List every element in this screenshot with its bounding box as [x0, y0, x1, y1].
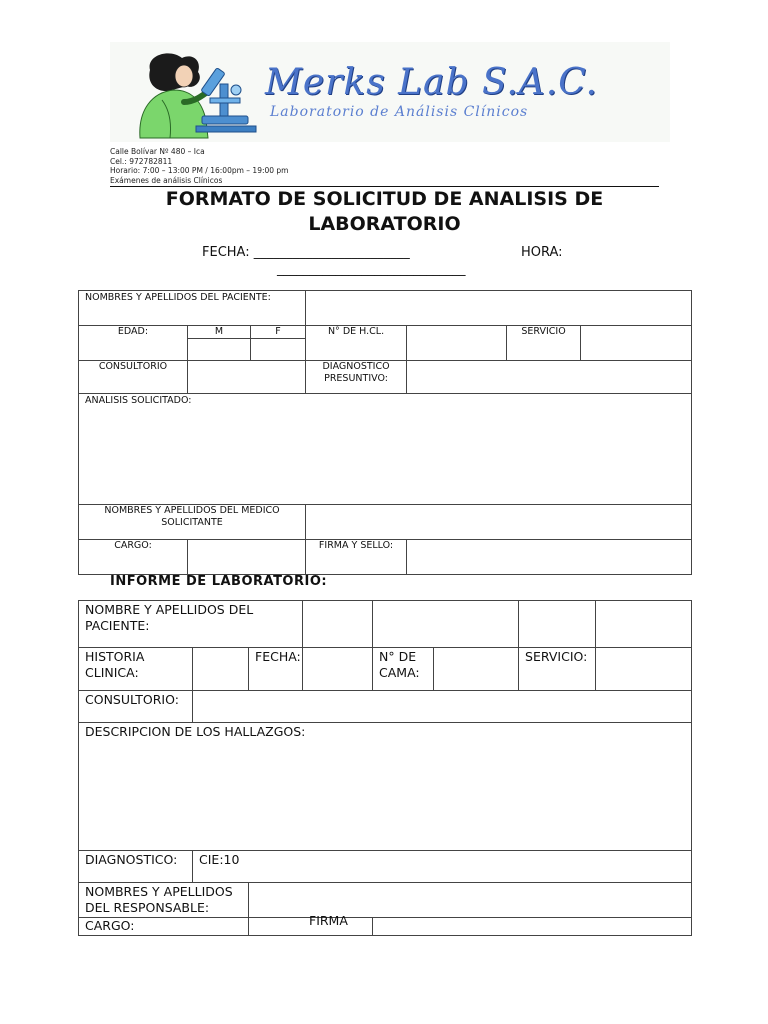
- consultorio-label: CONSULTORIO: [79, 361, 188, 394]
- hora-label: HORA:: [521, 245, 563, 260]
- servicio-input[interactable]: [581, 326, 692, 361]
- historia-label: HISTORIA CLINICA:: [79, 648, 193, 691]
- informe-diagnostico-label: DIAGNOSTICO:: [79, 851, 193, 883]
- fecha-field[interactable]: FECHA: ________________________: [202, 245, 410, 260]
- hours: Horario: 7:00 – 13:00 PM / 16:00pm – 19:00 pm: [110, 166, 289, 176]
- diagnostico-label: DIAGNOSTICO PRESUNTIVO:: [306, 361, 407, 394]
- diagnostico-input[interactable]: [407, 361, 692, 394]
- cargo-label: CARGO:: [79, 540, 188, 575]
- informe-servicio-label: SERVICIO:: [519, 648, 596, 691]
- informe-title: INFORME DE LABORATORIO:: [110, 574, 328, 589]
- brand-name: Merks Lab S.A.C.: [265, 62, 598, 103]
- informe-firma-input[interactable]: [373, 918, 692, 936]
- sex-m-label: M: [188, 326, 251, 339]
- hora-field[interactable]: _____________________________: [277, 262, 466, 277]
- brand-subtitle: Laboratorio de Análisis Clínicos: [270, 104, 529, 120]
- servicio-label: SERVICIO: [507, 326, 581, 361]
- patient-name-input[interactable]: [306, 291, 692, 326]
- medico-input[interactable]: [306, 505, 692, 540]
- informe-patient-input-4[interactable]: [596, 601, 692, 648]
- informe-patient-label: NOMBRE Y APELLIDOS DEL PACIENTE:: [79, 601, 303, 648]
- informe-firma-label: FIRMA: [309, 913, 348, 928]
- informe-consultorio-label: CONSULTORIO:: [79, 691, 193, 723]
- informe-patient-input-1[interactable]: [303, 601, 373, 648]
- hcl-input[interactable]: [407, 326, 507, 361]
- descripcion-field[interactable]: DESCRIPCION DE LOS HALLAZGOS:: [79, 723, 692, 851]
- page-title: [110, 187, 659, 237]
- medico-label: NOMBRES Y APELLIDOS DEL MEDICO SOLICITANTE: [79, 505, 306, 540]
- title-line-2: LABORATORIO: [308, 213, 461, 235]
- firma-input[interactable]: [407, 540, 692, 575]
- phone: Cel.: 972782811: [110, 156, 173, 166]
- responsable-label: NOMBRES Y APELLIDOS DEL RESPONSABLE:: [79, 883, 249, 918]
- sex-f-input[interactable]: [251, 339, 306, 361]
- request-table: [78, 290, 692, 575]
- cama-input[interactable]: [434, 648, 519, 691]
- informe-patient-input-2[interactable]: [373, 601, 519, 648]
- address: Calle Bolívar Nº 480 – Ica: [110, 147, 205, 156]
- informe-patient-input-3[interactable]: [519, 601, 596, 648]
- informe-consultorio-input[interactable]: [193, 691, 692, 723]
- cie-field[interactable]: CIE:10: [193, 851, 692, 883]
- consultorio-input[interactable]: [188, 361, 306, 394]
- hcl-label: N° DE H.CL.: [306, 326, 407, 361]
- firma-label: FIRMA Y SELLO:: [306, 540, 407, 575]
- sex-f-label: F: [251, 326, 306, 339]
- historia-input[interactable]: [193, 648, 249, 691]
- informe-servicio-input[interactable]: [596, 648, 692, 691]
- cama-label: N° DE CAMA:: [373, 648, 434, 691]
- analisis-field[interactable]: ANALISIS SOLICITADO:: [79, 394, 692, 505]
- informe-cargo-label: CARGO:: [79, 918, 249, 936]
- scientist-microscope-icon: [132, 50, 267, 140]
- title-line-1: FORMATO DE SOLICITUD DE ANALISIS DE: [165, 188, 604, 210]
- services: Exámenes de análisis Clínicos: [110, 175, 223, 185]
- informe-fecha-label: FECHA:: [249, 648, 303, 691]
- sex-m-input[interactable]: [188, 339, 251, 361]
- company-logo: [110, 42, 670, 142]
- report-table: [78, 600, 692, 936]
- informe-fecha-input[interactable]: [303, 648, 373, 691]
- contact-info: [110, 147, 288, 185]
- edad-label: EDAD:: [79, 326, 188, 361]
- patient-name-label: NOMBRES Y APELLIDOS DEL PACIENTE:: [79, 291, 306, 326]
- cargo-input[interactable]: [188, 540, 306, 575]
